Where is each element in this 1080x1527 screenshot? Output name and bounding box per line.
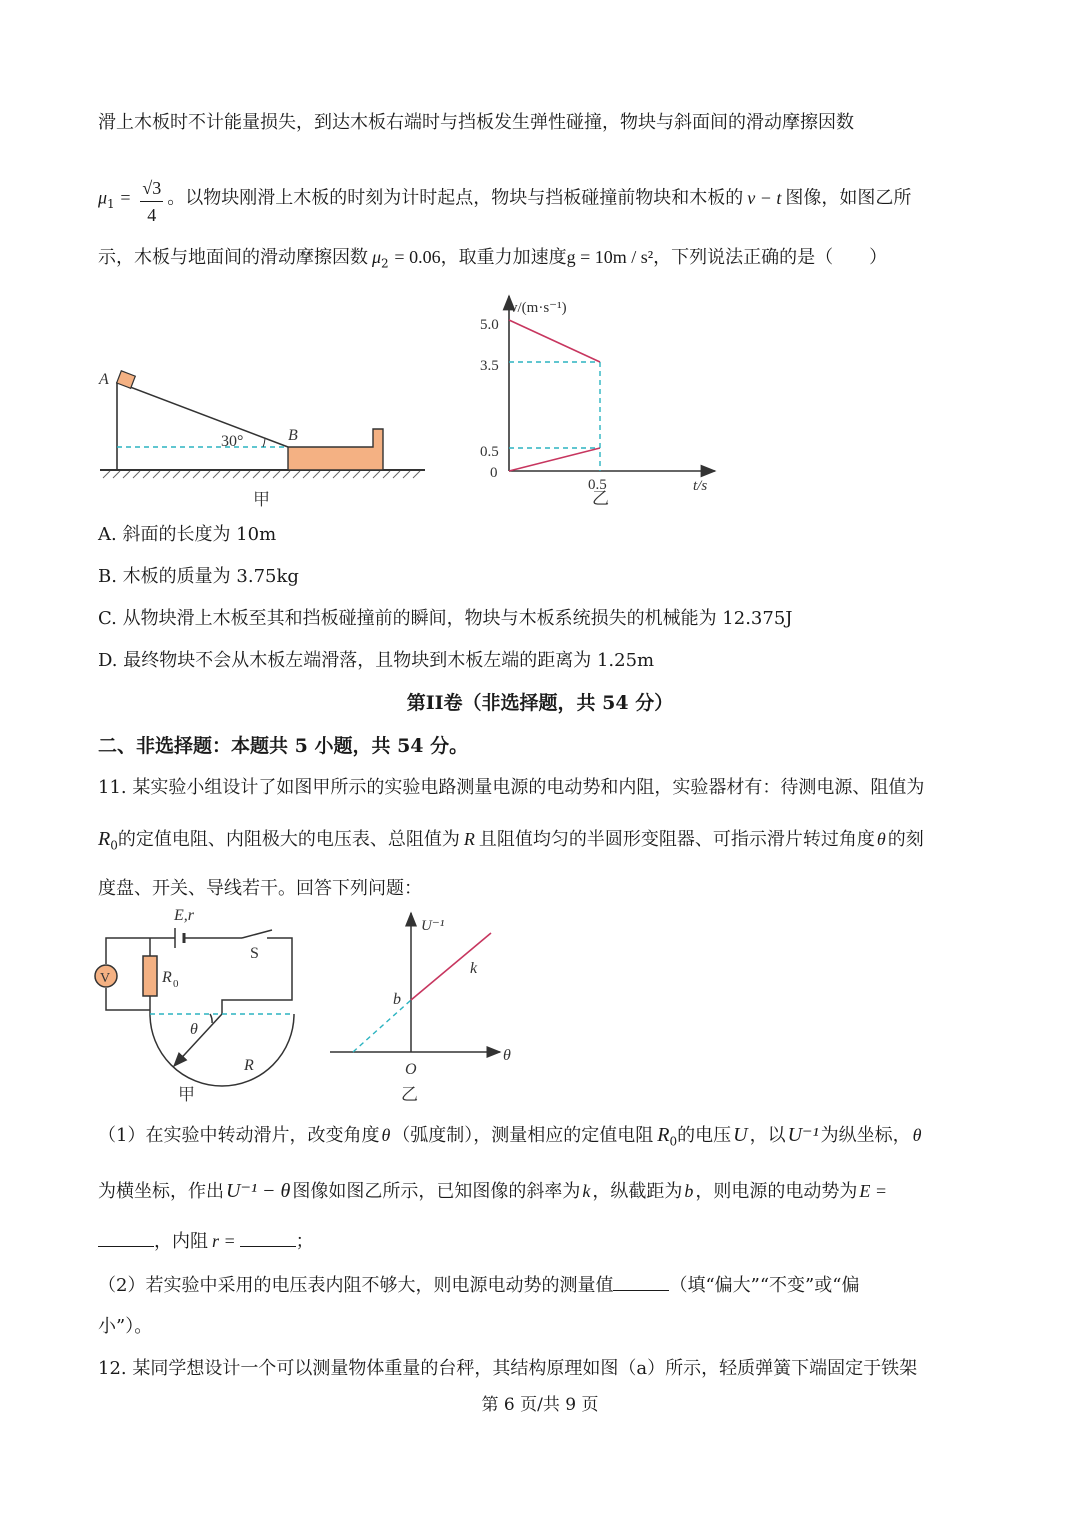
resistor-r0 xyxy=(143,956,157,996)
q11-line1: 11. 某实验小组设计了如图甲所示的实验电路测量电源的电动势和内阻，实验器材有：待测电源、阻值为 xyxy=(98,777,925,798)
q11-part1-line3 xyxy=(98,1228,314,1255)
r0-sub-label: 0 xyxy=(173,978,179,990)
voltmeter-label: V xyxy=(100,971,111,986)
label-b: B xyxy=(288,427,298,444)
q10-line2 xyxy=(98,172,911,225)
q11-part1-line2 xyxy=(98,1178,887,1205)
vt-block-line xyxy=(509,320,600,362)
er-label: E,r xyxy=(174,907,194,924)
q11-part2-line1 xyxy=(98,1272,859,1299)
angle-arc xyxy=(263,439,265,448)
p2-c: ，纵截距为 xyxy=(592,1181,683,1202)
ut-data-line xyxy=(411,933,491,1000)
incline-figure xyxy=(95,360,435,515)
option-c: C. 从物块滑上木板至其和挡板碰撞前的瞬间，物块与木板系统损失的机械能为 12.375J xyxy=(98,608,793,629)
mu1-fraction xyxy=(140,175,163,228)
mu1-sub: 1 xyxy=(107,197,115,212)
q11-line2-b: 的定值电阻、内阻极大的电压表、总阻值为 xyxy=(117,829,460,850)
p2-a: 为横坐标，作出 xyxy=(98,1181,224,1202)
mu1-equals: = xyxy=(120,187,131,208)
incline-slope xyxy=(117,382,288,447)
q11-r: R xyxy=(463,829,475,849)
p2-graph: U⁻¹ − θ xyxy=(226,1180,291,1202)
ground-hatch xyxy=(103,471,420,478)
q10-line3-b: ，取重力加速度 xyxy=(440,247,567,268)
mu2-sub: 2 xyxy=(381,256,389,271)
p3-r: r = xyxy=(212,1231,236,1251)
p1-d: ，以 xyxy=(749,1125,786,1146)
r0-label: R xyxy=(162,969,172,986)
option-b: B. 木板的质量为 3.75kg xyxy=(98,566,299,587)
section-title: 第II卷（非选择题，共 54 分） xyxy=(406,692,674,714)
theta-label: θ xyxy=(190,1021,198,1038)
vt-board-line xyxy=(509,448,600,471)
switch-label: S xyxy=(250,945,259,962)
circuit-caption: 甲 xyxy=(178,1085,195,1104)
ut-k-label: k xyxy=(470,960,478,977)
q10-line2-tail: 图像，如图乙所 xyxy=(785,187,912,209)
p4-b: （填“偏大”“不变”或“偏 xyxy=(669,1275,860,1296)
q11-r0-sub: 0 xyxy=(110,838,118,853)
semicircle-rheostat xyxy=(150,1014,294,1086)
q10-line1: 滑上木板时不计能量损失，到达木板右端时与挡板发生弹性碰撞，物块与斜面间的滑动摩擦因数 xyxy=(98,112,854,133)
p1-c: 的电压 xyxy=(677,1125,732,1146)
p1-b: （弧度制），测量相应的定值电阻 xyxy=(392,1125,654,1146)
p1-a: （1）在实验中转动滑片，改变角度 xyxy=(98,1125,380,1146)
mu2-symbol: μ xyxy=(372,247,382,267)
p2-b: 图像如图乙所示，已知图像的斜率为 xyxy=(292,1181,581,1202)
vt-graph xyxy=(470,290,730,515)
p3-b: ； xyxy=(295,1231,314,1252)
q11-line3: 度盘、开关、导线若干。回答下列问题： xyxy=(98,878,422,899)
q11-line2-d: 的刻 xyxy=(887,829,924,850)
vt-ytick-0: 0 xyxy=(490,465,498,481)
p2-k: k xyxy=(582,1181,591,1201)
caption-jia: 甲 xyxy=(253,490,270,509)
p1-uinv: U⁻¹ xyxy=(787,1124,819,1146)
section-subtitle: 二、非选择题：本题共 5 小题，共 54 分。 xyxy=(98,735,469,757)
q11-line2 xyxy=(98,826,924,859)
vt-label: v − t xyxy=(747,187,782,208)
page-footer: 第 6 页/共 9 页 xyxy=(481,1395,599,1415)
r-label: R xyxy=(244,1057,254,1074)
p4-a: （2）若实验中采用的电压表内阻不够大，则电源电动势的测量值 xyxy=(98,1275,614,1296)
vt-ytick-3-5: 3.5 xyxy=(480,358,499,374)
blank-r[interactable] xyxy=(240,1228,296,1247)
mu2-value: = 0.06 xyxy=(394,247,441,267)
vt-xtick-0-5: 0.5 xyxy=(588,477,607,493)
ut-extrapolation xyxy=(353,1000,411,1052)
q11-line2-c: 且阻值均匀的半圆形变阻器、可指示滑片转过角度 xyxy=(478,829,875,850)
ut-origin-label: O xyxy=(405,1061,417,1078)
label-a: A xyxy=(99,371,109,388)
vt-x-label: t/s xyxy=(693,478,708,494)
p1-theta2: θ xyxy=(912,1125,922,1145)
ut-b-label: b xyxy=(393,991,401,1008)
slider-arm xyxy=(174,1014,222,1066)
q12-line1: 12. 某同学想设计一个可以测量物体重量的台秤，其结构原理如图（a）所示，轻质弹簧下端固定于铁架 xyxy=(98,1358,918,1379)
p1-theta: θ xyxy=(381,1125,391,1145)
vt-ytick-0-5: 0.5 xyxy=(480,444,499,460)
ut-x-label: θ xyxy=(503,1047,511,1064)
option-d: D. 最终物块不会从木板左端滑落，且物块到木板左端的距离为 1.25m xyxy=(98,650,655,671)
q11-theta: θ xyxy=(876,829,886,849)
block-a xyxy=(117,371,136,389)
q10-line2-rest: 。以物块刚滑上木板的时刻为计时起点，物块与挡板碰撞前物块和木板的 xyxy=(167,187,744,209)
theta-arc xyxy=(210,1014,212,1023)
vt-ytick-5: 5.0 xyxy=(480,317,499,333)
blank-e[interactable] xyxy=(98,1228,154,1247)
switch-s xyxy=(242,930,272,938)
mu1-symbol: μ xyxy=(98,187,108,208)
ut-y-label: U⁻¹ xyxy=(421,918,445,934)
p1-r0-sub: 0 xyxy=(669,1134,678,1149)
u-theta-graph xyxy=(325,905,525,1105)
q11-r0: R xyxy=(98,828,111,850)
p3-a: ，内阻 xyxy=(154,1231,208,1252)
vt-y-label: v/(m·s⁻¹) xyxy=(510,300,567,316)
circuit-figure xyxy=(92,900,312,1110)
q11-part1-line1 xyxy=(98,1122,921,1155)
mu1-denominator: 4 xyxy=(147,205,157,225)
option-a: A. 斜面的长度为 10m xyxy=(98,524,277,545)
board xyxy=(288,429,383,470)
q10-line3-c: ，下列说法正确的是（ ） xyxy=(653,247,888,268)
p1-e: 为纵坐标， xyxy=(820,1125,911,1146)
p1-r0: R xyxy=(657,1124,670,1146)
g-value: g = 10m / s² xyxy=(566,247,654,267)
q10-line3-a: 示，木板与地面间的滑动摩擦因数 xyxy=(98,247,368,268)
q11-part2-line2: 小”）。 xyxy=(98,1316,153,1337)
ut-caption: 乙 xyxy=(401,1085,418,1104)
p2-bv: b xyxy=(684,1181,694,1201)
p1-u: U xyxy=(733,1124,748,1146)
q10-line3 xyxy=(98,244,887,277)
angle-label: 30° xyxy=(221,433,244,450)
p2-e: E = xyxy=(859,1181,887,1201)
caption-yi: 乙 xyxy=(592,489,609,508)
blank-measure[interactable] xyxy=(613,1272,669,1291)
p2-d: ，则电源的电动势为 xyxy=(695,1181,858,1202)
mu1-numerator: √3 xyxy=(140,175,163,202)
